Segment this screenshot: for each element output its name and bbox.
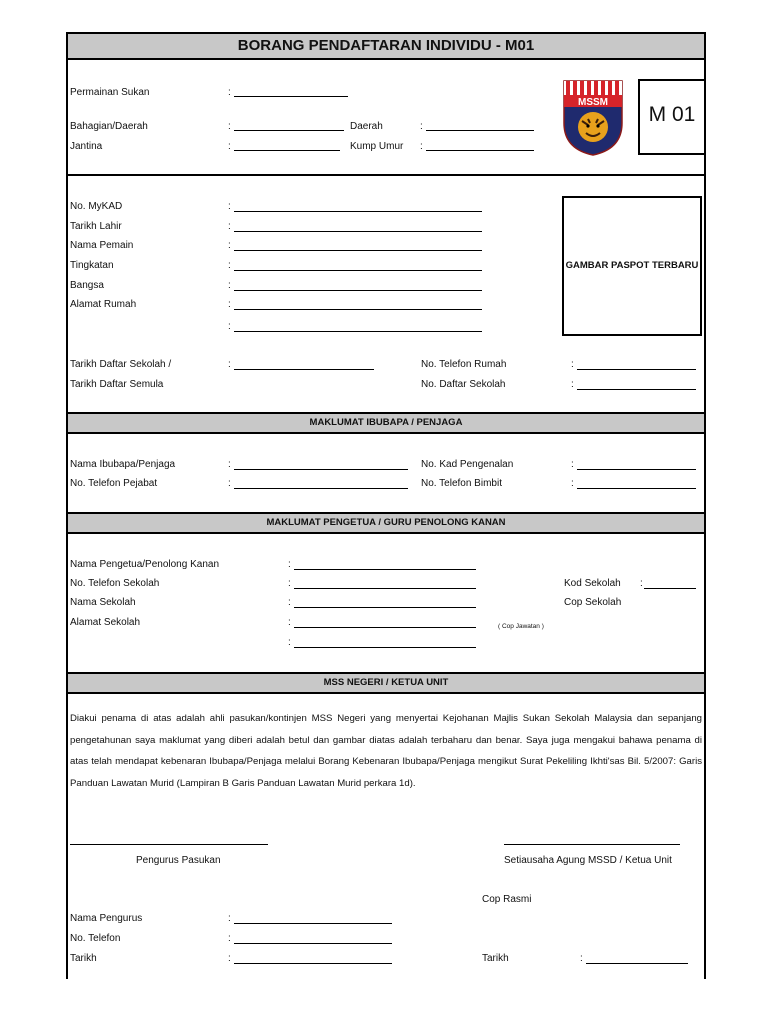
colon: :	[288, 559, 291, 570]
nama-pengurus-field[interactable]	[234, 923, 392, 924]
no-telefon-sekolah-field[interactable]	[294, 588, 476, 589]
no-telefon-field[interactable]	[234, 943, 392, 944]
nama-sekolah-field[interactable]	[294, 607, 364, 608]
colon: :	[228, 121, 231, 132]
label-tarikh-lahir: Tarikh Lahir	[70, 221, 122, 232]
colon: :	[228, 913, 231, 924]
alamat-sekolah-field[interactable]	[294, 627, 364, 628]
label-bahagian-daerah: Bahagian/Daerah	[70, 121, 148, 132]
colon: :	[571, 459, 574, 470]
mssm-logo	[562, 79, 624, 157]
colon: :	[228, 933, 231, 944]
colon: :	[288, 578, 291, 589]
colon: :	[228, 260, 231, 271]
jantina-field[interactable]	[234, 150, 340, 151]
colon: :	[228, 299, 231, 310]
colon: :	[571, 359, 574, 370]
label-kump-umur: Kump Umur	[350, 141, 404, 152]
label-jantina: Jantina	[70, 141, 103, 152]
label-cop-sekolah: Cop Sekolah	[564, 597, 622, 608]
colon: :	[288, 597, 291, 608]
tarikh-field-2[interactable]	[586, 963, 688, 964]
tarikh-lahir-field[interactable]	[234, 231, 482, 232]
label-no-telefon-sekolah: No. Telefon Sekolah	[70, 578, 160, 589]
alamat-rumah-field[interactable]	[234, 309, 482, 310]
label-no-kad-pengenalan: No. Kad Pengenalan	[421, 459, 514, 470]
nama-ibubapa-field[interactable]	[234, 469, 408, 470]
label-tarikh: Tarikh	[70, 953, 97, 964]
colon: :	[420, 121, 423, 132]
colon: :	[228, 321, 231, 332]
form-title-bar	[68, 32, 704, 60]
colon: :	[228, 359, 231, 370]
label-tarikh-daftar-sekolah: Tarikh Daftar Sekolah /	[70, 359, 172, 370]
no-mykad-field[interactable]	[234, 211, 482, 212]
daerah-field[interactable]	[426, 130, 534, 131]
section-header-ibubapa	[68, 412, 704, 434]
label-no-telefon-rumah: No. Telefon Rumah	[421, 359, 507, 370]
divider	[68, 174, 704, 176]
tarikh-daftar-field[interactable]	[234, 369, 374, 370]
colon: :	[580, 953, 583, 964]
label-no-mykad: No. MyKAD	[70, 201, 123, 212]
section-title: MAKLUMAT PENGETUA / GURU PENOLONG KANAN	[266, 517, 506, 528]
form-code-box	[638, 79, 704, 155]
label-nama-ibubapa: Nama Ibubapa/Penjaga	[70, 459, 176, 470]
colon: :	[228, 240, 231, 251]
colon: :	[288, 617, 291, 628]
label-daerah: Daerah	[350, 121, 383, 132]
mssm-shield-icon	[562, 79, 624, 157]
passport-photo-box[interactable]	[562, 196, 702, 336]
label-setiausaha: Setiausaha Agung MSSD / Ketua Unit	[504, 855, 672, 866]
alamat-rumah-field-2[interactable]	[234, 331, 482, 332]
colon: :	[420, 141, 423, 152]
no-telefon-bimbit-field[interactable]	[577, 488, 696, 489]
colon: :	[228, 87, 231, 98]
colon: :	[571, 379, 574, 390]
no-telefon-rumah-field[interactable]	[577, 369, 696, 370]
kod-sekolah-field[interactable]	[644, 588, 696, 589]
bangsa-field[interactable]	[234, 290, 482, 291]
section-title: MAKLUMAT IBUBAPA / PENJAGA	[309, 417, 463, 428]
label-no-daftar-sekolah: No. Daftar Sekolah	[421, 379, 506, 390]
colon: :	[228, 201, 231, 212]
label-nama-pengurus: Nama Pengurus	[70, 913, 143, 924]
permainan-sukan-field[interactable]	[234, 96, 348, 97]
alamat-sekolah-field-4[interactable]	[364, 647, 476, 648]
colon: :	[288, 637, 291, 648]
kump-umur-field[interactable]	[426, 150, 534, 151]
label-nama-pengetua: Nama Pengetua/Penolong Kanan	[70, 559, 220, 570]
signature-line-pengurus[interactable]	[70, 844, 268, 845]
alamat-sekolah-field-3[interactable]	[294, 647, 364, 648]
label-no-telefon-bimbit: No. Telefon Bimbit	[421, 478, 502, 489]
form-code: M 01	[648, 103, 696, 126]
label-bangsa: Bangsa	[70, 280, 104, 291]
colon: :	[228, 459, 231, 470]
label-tarikh-2: Tarikh	[482, 953, 509, 964]
no-daftar-sekolah-field[interactable]	[577, 389, 696, 390]
section-header-mss-negeri	[68, 672, 704, 694]
colon: :	[228, 478, 231, 489]
colon: :	[640, 578, 643, 589]
colon: :	[228, 141, 231, 152]
label-no-telefon: No. Telefon	[70, 933, 121, 944]
label-tingkatan: Tingkatan	[70, 260, 114, 271]
no-kad-pengenalan-field[interactable]	[577, 469, 696, 470]
label-alamat-rumah: Alamat Rumah	[70, 299, 137, 310]
label-kod-sekolah: Kod Sekolah	[564, 578, 621, 589]
label-pengurus-pasukan: Pengurus Pasukan	[136, 855, 221, 866]
label-nama-pemain: Nama Pemain	[70, 240, 134, 251]
label-alamat-sekolah: Alamat Sekolah	[70, 617, 141, 628]
no-telefon-pejabat-field[interactable]	[234, 488, 408, 489]
signature-line-setiausaha[interactable]	[504, 844, 680, 845]
bahagian-daerah-field[interactable]	[234, 130, 344, 131]
colon: :	[228, 953, 231, 964]
label-tarikh-daftar-semula: Tarikh Daftar Semula	[70, 379, 164, 390]
label-cop-rasmi: Cop Rasmi	[482, 894, 532, 905]
colon: :	[228, 280, 231, 291]
cop-jawatan-note: ( Cop Jawatan )	[498, 623, 544, 630]
colon: :	[571, 478, 574, 489]
colon: :	[228, 221, 231, 232]
form-title: BORANG PENDAFTARAN INDIVIDU - M01	[237, 37, 535, 54]
svg-text:MSSM: MSSM	[578, 97, 608, 108]
tarikh-field[interactable]	[234, 963, 392, 964]
declaration-text: Diakui penama di atas adalah ahli pasukan/kontinjen MSS Negeri yang menyertai Kejohanan Majlis Sukan Sekolah Malaysia dan sepanjang pengetahunan saya maklumat yang diberi adalah betul dan gambar diatas adalah terbaharu dan benar. Saya juga mengakui bahawa penama di atas telah mendapat kebenaran Ibubapa/Penjaga melalui Borang Kebenaran Ibubapa/Penjaga mengikut Surat Pekeliling Ikhti'sas Bil. 5/2007: Garis Panduan Lawatan Murid (Lampiran B Garis Panduan Lawatan Murid perkara 1d).	[70, 713, 702, 789]
passport-photo-label: GAMBAR PASPOT TERBARU	[565, 260, 699, 271]
nama-pengetua-field[interactable]	[294, 569, 476, 570]
label-no-telefon-pejabat: No. Telefon Pejabat	[70, 478, 158, 489]
nama-sekolah-field-2[interactable]	[364, 607, 476, 608]
label-permainan-sukan: Permainan Sukan	[70, 87, 150, 98]
alamat-sekolah-field-2[interactable]	[364, 627, 476, 628]
section-title: MSS NEGERI / KETUA UNIT	[323, 677, 449, 688]
tingkatan-field[interactable]	[234, 270, 482, 271]
nama-pemain-field[interactable]	[234, 250, 482, 251]
label-nama-sekolah: Nama Sekolah	[70, 597, 136, 608]
section-header-pengetua	[68, 512, 704, 534]
registration-form	[66, 32, 706, 979]
